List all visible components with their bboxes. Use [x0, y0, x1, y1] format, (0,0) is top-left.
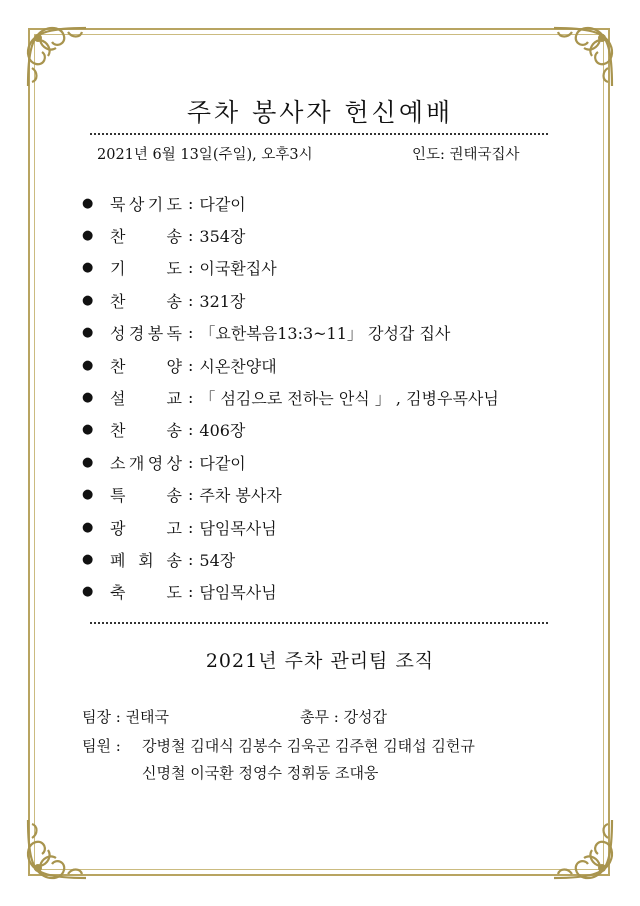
bullet-icon: ●: [82, 584, 94, 600]
program-value: 담임목사님: [199, 518, 277, 538]
program-item: ● 찬 송 : 354장: [82, 226, 246, 247]
program-label: 찬 송: [110, 291, 182, 311]
organization-title: 2021년 주차 관리팀 조직: [205, 650, 435, 672]
program-label: 소 개 영 상: [110, 453, 182, 473]
bullet-icon: ●: [82, 487, 94, 503]
program-value: 406장: [199, 421, 246, 441]
program-item: ● 축 도 : 담임목사님: [82, 582, 277, 603]
program-value: 다같이: [199, 194, 246, 214]
members-label: 팀원 :: [82, 737, 121, 755]
bullet-icon: ●: [82, 390, 94, 406]
presider: 인도: 권태국집사: [412, 147, 520, 163]
team-leader: 팀장 : 권태국: [82, 708, 170, 726]
program-label: 폐 회 송: [110, 550, 182, 570]
bullet-icon: ●: [82, 454, 94, 470]
program-value: 담임목사님: [199, 583, 277, 603]
team-secretary: 총무 : 강성갑: [300, 708, 388, 726]
program-value: 이국환집사: [199, 259, 277, 279]
program-label: 설 교: [110, 389, 182, 409]
program-label: 축 도: [110, 583, 182, 603]
bullet-icon: ●: [82, 325, 94, 341]
bullet-icon: ●: [82, 422, 94, 438]
program-value: 354장: [199, 227, 246, 247]
program-item: ● 폐 회 송 : 54장: [82, 549, 236, 570]
program-label: 찬 송: [110, 227, 182, 247]
program-item: ● 기 도 : 이국환집사: [82, 258, 277, 279]
dotted-divider: [90, 133, 548, 135]
program-item: ● 특 송 : 주차 봉사자: [82, 485, 282, 506]
program-list: [82, 187, 499, 608]
program-item: ● 성 경 봉 독 : 「요한복음13:3~11」 강성갑 집사: [82, 323, 451, 344]
program-item: ● 설 교 : 「 섬김으로 전하는 안식 」 , 김병우목사님: [82, 388, 499, 409]
corner-ornament-icon: [548, 814, 618, 884]
program-value: 「요한복음13:3~11」 강성갑 집사: [199, 324, 451, 344]
members-line: 신명철 이국환 정영수 정휘동 조대웅: [142, 764, 379, 782]
bullet-icon: ●: [82, 519, 94, 535]
bullet-icon: ●: [82, 292, 94, 308]
bullet-icon: ●: [82, 260, 94, 276]
program-label: 성 경 봉 독: [110, 324, 182, 344]
dotted-divider: [90, 622, 548, 624]
program-value: 시온찬양대: [199, 356, 277, 376]
corner-ornament-icon: [548, 22, 618, 92]
program-label: 기 도: [110, 259, 182, 279]
program-label: 묵 상 기 도: [110, 194, 182, 214]
bullet-icon: ●: [82, 228, 94, 244]
program-label: 찬 양: [110, 356, 182, 376]
program-value: 54장: [199, 550, 236, 570]
program-label: 광 고: [110, 518, 182, 538]
program-label: 찬 송: [110, 421, 182, 441]
program-item: ● 광 고 : 담임목사님: [82, 517, 277, 538]
program-item: ● 찬 양 : 시온찬양대: [82, 355, 277, 376]
program-value: 주차 봉사자: [199, 486, 282, 506]
program-value: 다같이: [199, 453, 246, 473]
program-item: ● 찬 송 : 321장: [82, 290, 246, 311]
corner-ornament-icon: [22, 22, 92, 92]
page-title: 주차 봉사자 헌신예배: [186, 98, 454, 127]
members-line: 강병철 김대식 김봉수 김욱곤 김주현 김태섭 김헌규: [142, 737, 475, 755]
bullet-icon: ●: [82, 357, 94, 373]
program-label: 특 송: [110, 486, 182, 506]
program-item: ● 묵 상 기 도 : 다같이: [82, 193, 246, 214]
program-item: ● 소 개 영 상 : 다같이: [82, 452, 246, 473]
bullet-icon: ●: [82, 195, 94, 211]
bullet-icon: ●: [82, 551, 94, 567]
program-value: 321장: [199, 291, 246, 311]
program-item: ● 찬 송 : 406장: [82, 420, 246, 441]
service-date: 2021년 6월 13일(주일), 오후3시: [97, 147, 313, 163]
corner-ornament-icon: [22, 814, 92, 884]
program-value: 「 섬김으로 전하는 안식 」 , 김병우목사님: [199, 389, 499, 409]
